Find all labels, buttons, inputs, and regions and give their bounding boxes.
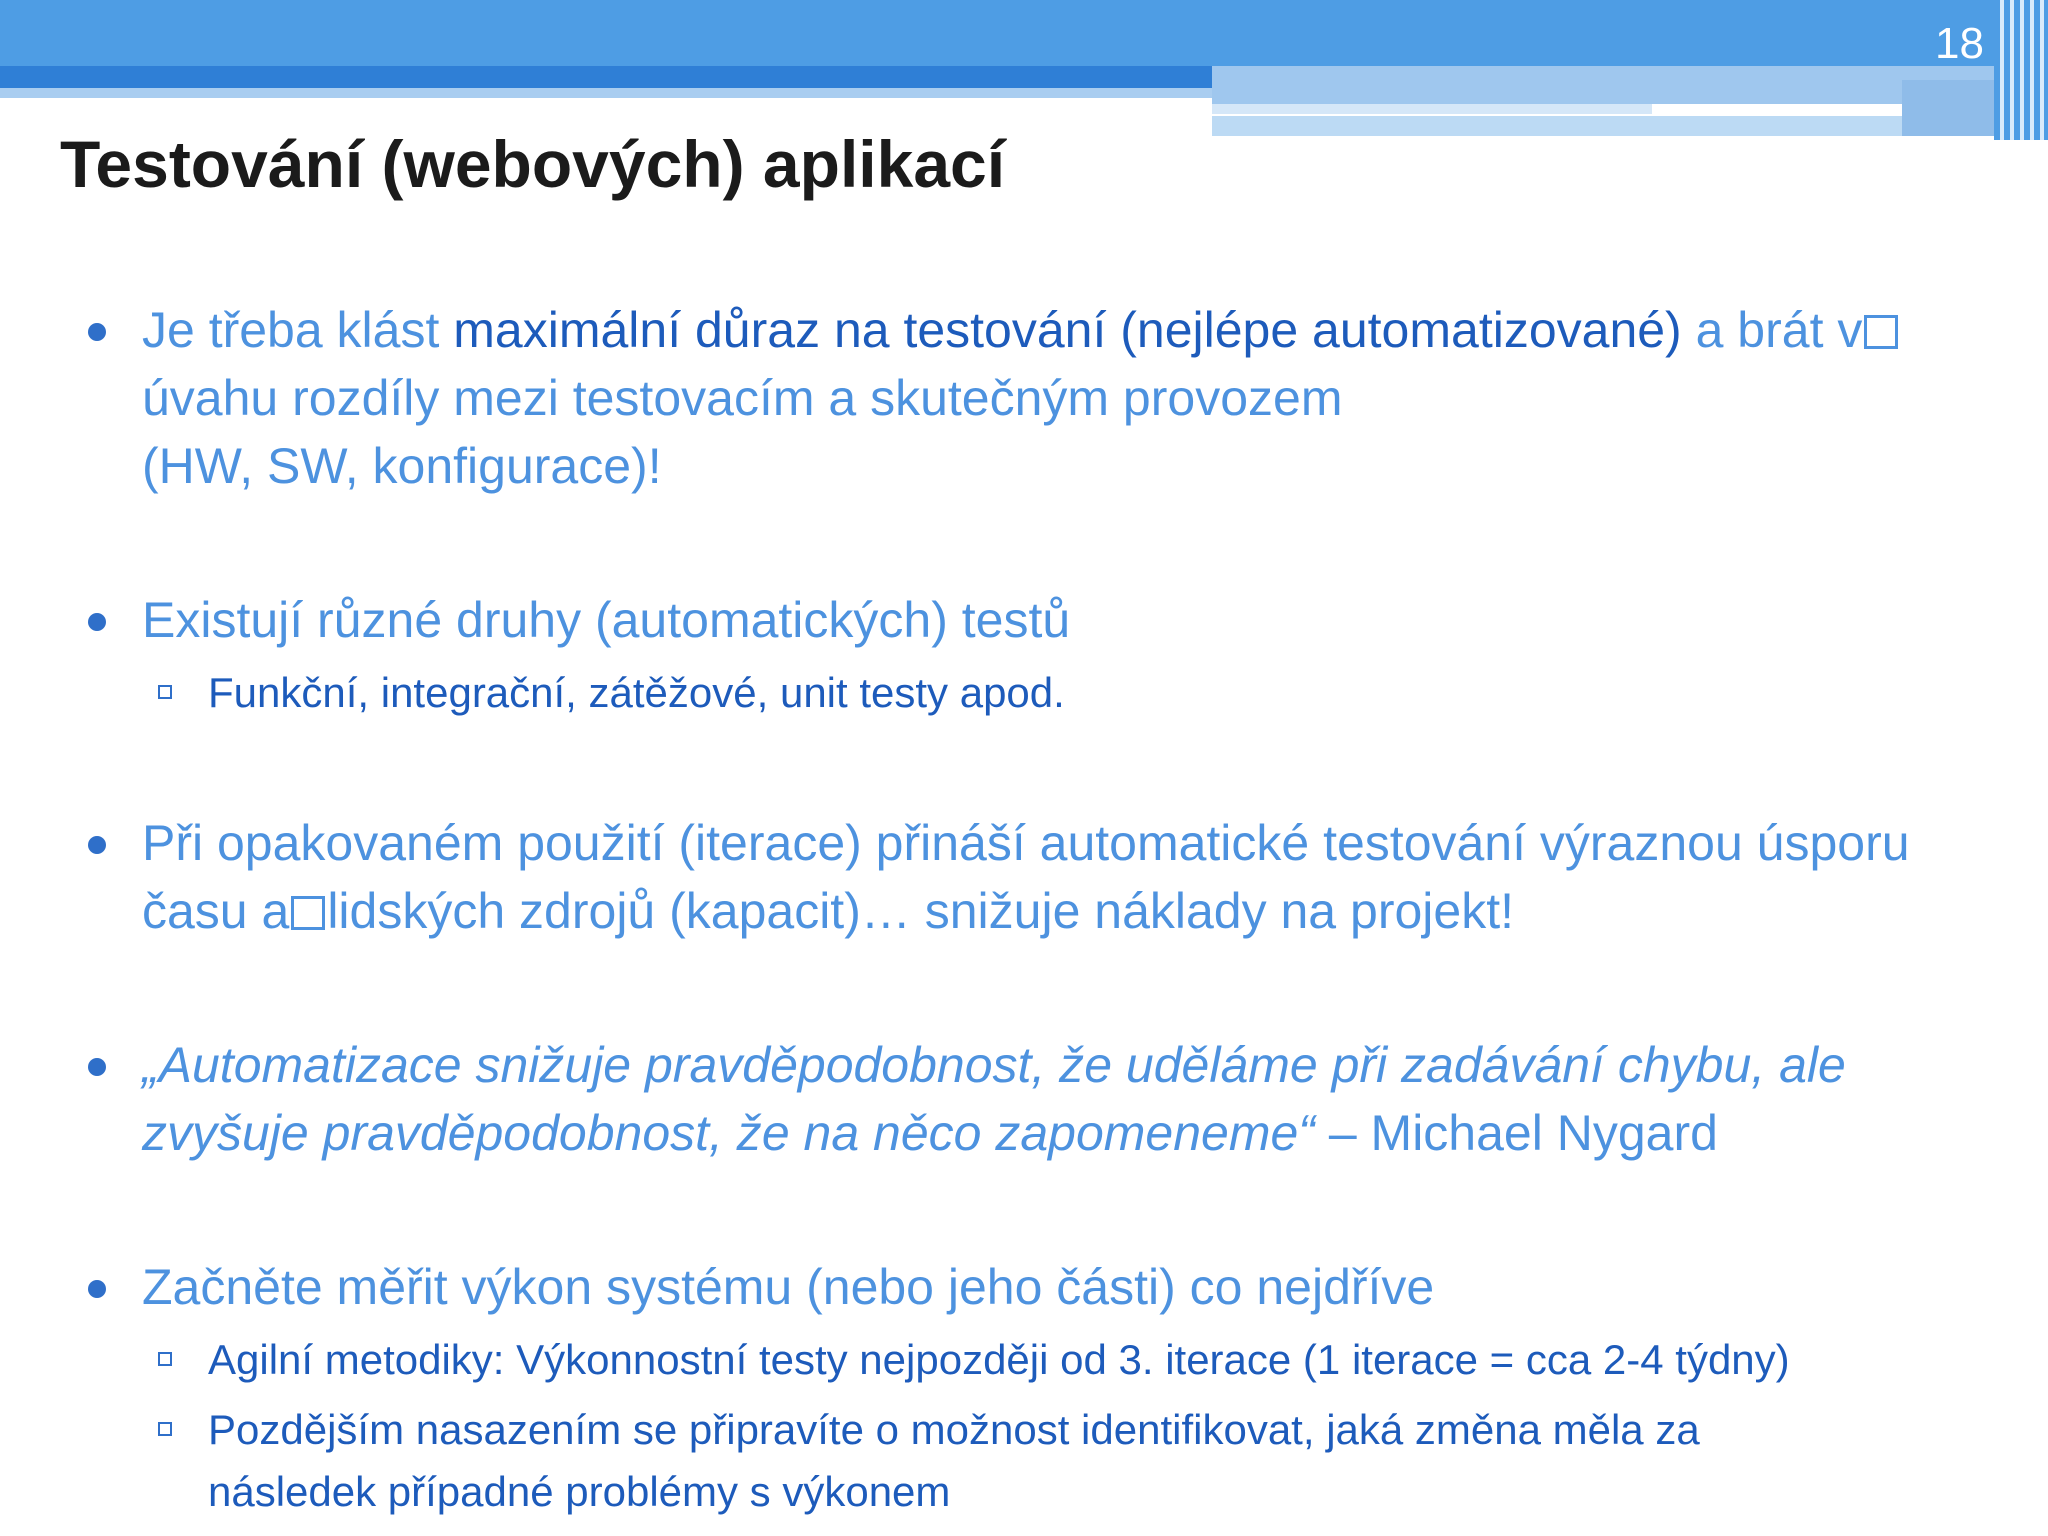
bullet-3-line2-post: lidských zdrojů (kapacit)… snižuje náklady na projekt! — [327, 883, 1514, 939]
bullet-1-pre: Je třeba klást — [142, 302, 454, 358]
bullet-2-text: Existují různé druhy (automatických) testů — [142, 592, 1071, 648]
bullet-5-sub-1-text: Agilní metodiky: Výkonnostní testy nejpozději od 3. iterace (1 iterace = cca 2-4 týdny) — [208, 1336, 1790, 1383]
bullet-1-marker — [88, 323, 106, 341]
bullet-3-line2-pre: času a — [142, 883, 290, 939]
header-decor-gap — [1652, 104, 1902, 114]
bullet-4-quote-line1: „Automatizace snižuje pravděpodobnost, že uděláme při zadávání chybu, ale — [142, 1037, 1846, 1093]
bullet-4-marker — [88, 1058, 106, 1076]
header-accent-bar — [0, 66, 1212, 90]
bullet-5-sub-1-marker — [158, 1352, 172, 1366]
bullet-5-sub-2-marker — [158, 1422, 172, 1436]
bullet-1-emphasis: maximální důraz na testování (nejlépe automatizované) — [453, 302, 1682, 358]
slide-title: Testování (webových) aplikací — [60, 127, 1006, 201]
header-bar — [0, 0, 2048, 70]
header-underline — [0, 88, 1212, 98]
bullet-1-post: a brát v — [1681, 302, 1863, 358]
header-stripes — [1994, 0, 2048, 140]
bullet-5-text: Začněte měřit výkon systému (nebo jeho části) co nejdříve — [142, 1259, 1435, 1315]
bullet-4-quote-line2: zvyšuje pravděpodobnost, že na něco zapomeneme“ — [142, 1105, 1315, 1161]
missing-glyph-box — [1864, 315, 1898, 349]
bullet-5-sub-2-text — [208, 1399, 2018, 1523]
bullet-3-line1: Při opakovaném použití (iterace) přináší automatické testování výraznou úsporu — [142, 815, 1910, 871]
header-decor-bar-lower — [1212, 116, 1902, 136]
bullet-1-text — [142, 296, 2012, 500]
bullet-2-marker — [88, 613, 106, 631]
missing-glyph-box — [291, 896, 325, 930]
bullet-4-author: – Michael Nygard — [1314, 1105, 1718, 1161]
bullet-4-text — [142, 1031, 2012, 1167]
bullet-3-marker — [88, 836, 106, 854]
bullet-5-sub-2-line2: následek případné problémy s výkonem — [208, 1468, 951, 1515]
bullet-5-sub-2-line1: Pozdějším nasazením se připravíte o možnost identifikovat, jaká změna měla za — [208, 1406, 1700, 1453]
bullet-1-line3: (HW, SW, konfigurace)! — [142, 438, 662, 494]
bullet-2-sub-1-text: Funkční, integrační, zátěžové, unit testy apod. — [208, 669, 1065, 716]
bullet-5-marker — [88, 1280, 106, 1298]
bullet-3-text — [142, 809, 2012, 945]
header-decor-line — [1212, 104, 1652, 114]
bullet-1-post2: úvahu rozdíly mezi testovacím a skutečným provozem — [142, 370, 1343, 426]
page-number: 18 — [1935, 19, 1984, 68]
bullet-2-sub-1-marker — [158, 685, 172, 699]
